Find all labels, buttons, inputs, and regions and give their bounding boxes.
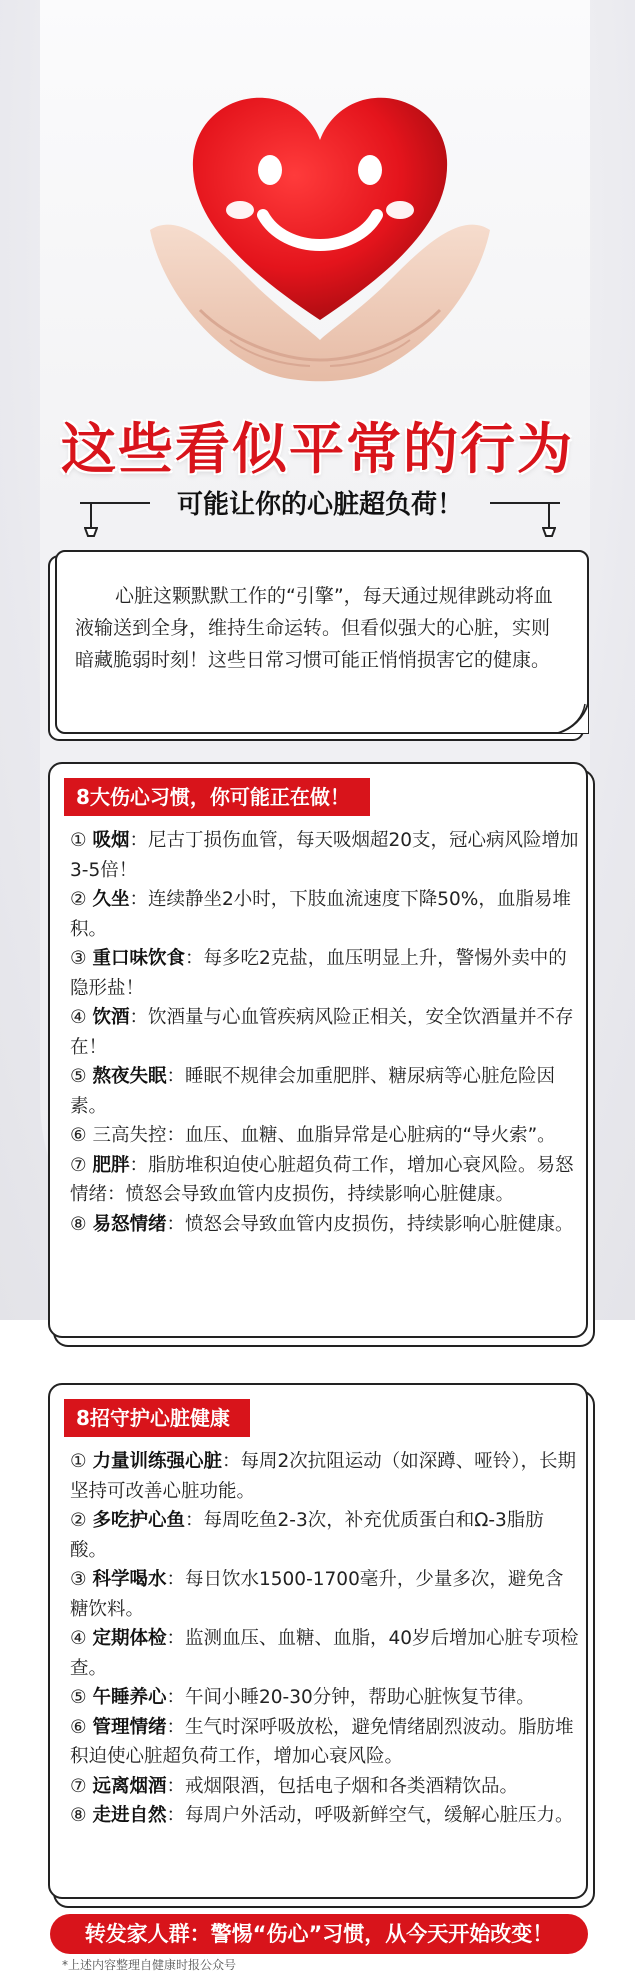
list-item: ⑥ 三高失控：血压、血糖、血脂异常是心脏病的“导火索”。: [70, 1125, 556, 1146]
intro-card: [55, 550, 589, 734]
harmful-habits-panel: [48, 762, 588, 1338]
pin-left-icon: [84, 502, 98, 542]
list-item: ③ 科学喝水：每日饮水1500-1700毫升，少量多次，避免含糖饮料。: [70, 1569, 564, 1620]
list-item: ⑦ 远离烟酒：戒烟限酒，包括电子烟和各类酒精饮品。: [70, 1775, 519, 1797]
heart-care-tips-list: [70, 1447, 580, 1831]
subline-row: [80, 484, 560, 524]
source-footnote: *上述内容整理自健康时报公众号: [62, 1958, 237, 1972]
smiling-heart-icon: [185, 90, 455, 330]
list-item: ⑦ 肥胖：脂肪堆积迫使心脏超负荷工作，增加心衰风险。易怒情绪：愤怒会导致血管内皮损伤，持续影响心脏健康。: [70, 1154, 574, 1205]
list-item: ⑥ 管理情绪：生气时深呼吸放松，避免情绪剧烈波动。脂肪堆积迫使心脏超负荷工作，增加心衰风险。: [70, 1716, 574, 1767]
heart-care-tips-title: 8招守护心脏健康: [64, 1399, 250, 1437]
pin-right-icon: [542, 502, 556, 542]
list-item: ⑤ 午睡养心：午间小睡20-30分钟，帮助心脏恢复节律。: [70, 1687, 535, 1708]
list-item: ② 久坐：连续静坐2小时，下肢血流速度下降50%，血脂易堆积。: [70, 889, 571, 940]
page-headline: 这些看似平常的行为: [60, 416, 574, 481]
list-item: ⑧ 走进自然：每周户外活动，呼吸新鲜空气，缓解心脏压力。: [70, 1805, 574, 1826]
list-item: ② 多吃护心鱼：每周吃鱼2-3次，补充优质蛋白和Ω-3脂肪酸。: [70, 1510, 544, 1561]
heart-care-tips-panel: [48, 1383, 588, 1899]
harmful-habits-title: 8大伤心习惯，你可能正在做！: [64, 778, 370, 816]
share-banner: 转发家人群：警惕“伤心”习惯，从今天开始改变！: [50, 1914, 588, 1954]
list-item: ① 吸烟：尼古丁损伤血管，每天吸烟超20支，冠心病风险增加3-5倍！: [70, 830, 579, 881]
list-item: ④ 饮酒：饮酒量与心血管疾病风险正相关，安全饮酒量并不存在！: [70, 1007, 574, 1058]
harmful-habits-list: [70, 826, 580, 1239]
intro-paragraph: 心脏这颗默默工作的“引擎”，每天通过规律跳动将血液输送到全身，维持生命运转。但看似强大的心脏，实则暗藏脆弱时刻！这些日常习惯可能正悄悄损害它的健康。: [75, 585, 553, 671]
page-subheadline: 可能让你的心脏超负荷！: [176, 490, 463, 520]
list-item: ⑧ 易怒情绪：愤怒会导致血管内皮损伤，持续影响心脏健康。: [70, 1213, 574, 1235]
list-item: ③ 重口味饮食：每多吃2克盐，血压明显上升，警惕外卖中的隐形盐！: [70, 948, 567, 999]
list-item: ① 力量训练强心脏：每周2次抗阻运动（如深蹲、哑铃），长期坚持可改善心脏功能。: [70, 1451, 577, 1502]
list-item: ⑤ 熬夜失眠：睡眠不规律会加重肥胖、糖尿病等心脏危险因素。: [70, 1066, 556, 1117]
list-item: ④ 定期体检：监测血压、血糖、血脂，40岁后增加心脏专项检查。: [70, 1628, 579, 1679]
page-curl-icon: [555, 700, 589, 734]
